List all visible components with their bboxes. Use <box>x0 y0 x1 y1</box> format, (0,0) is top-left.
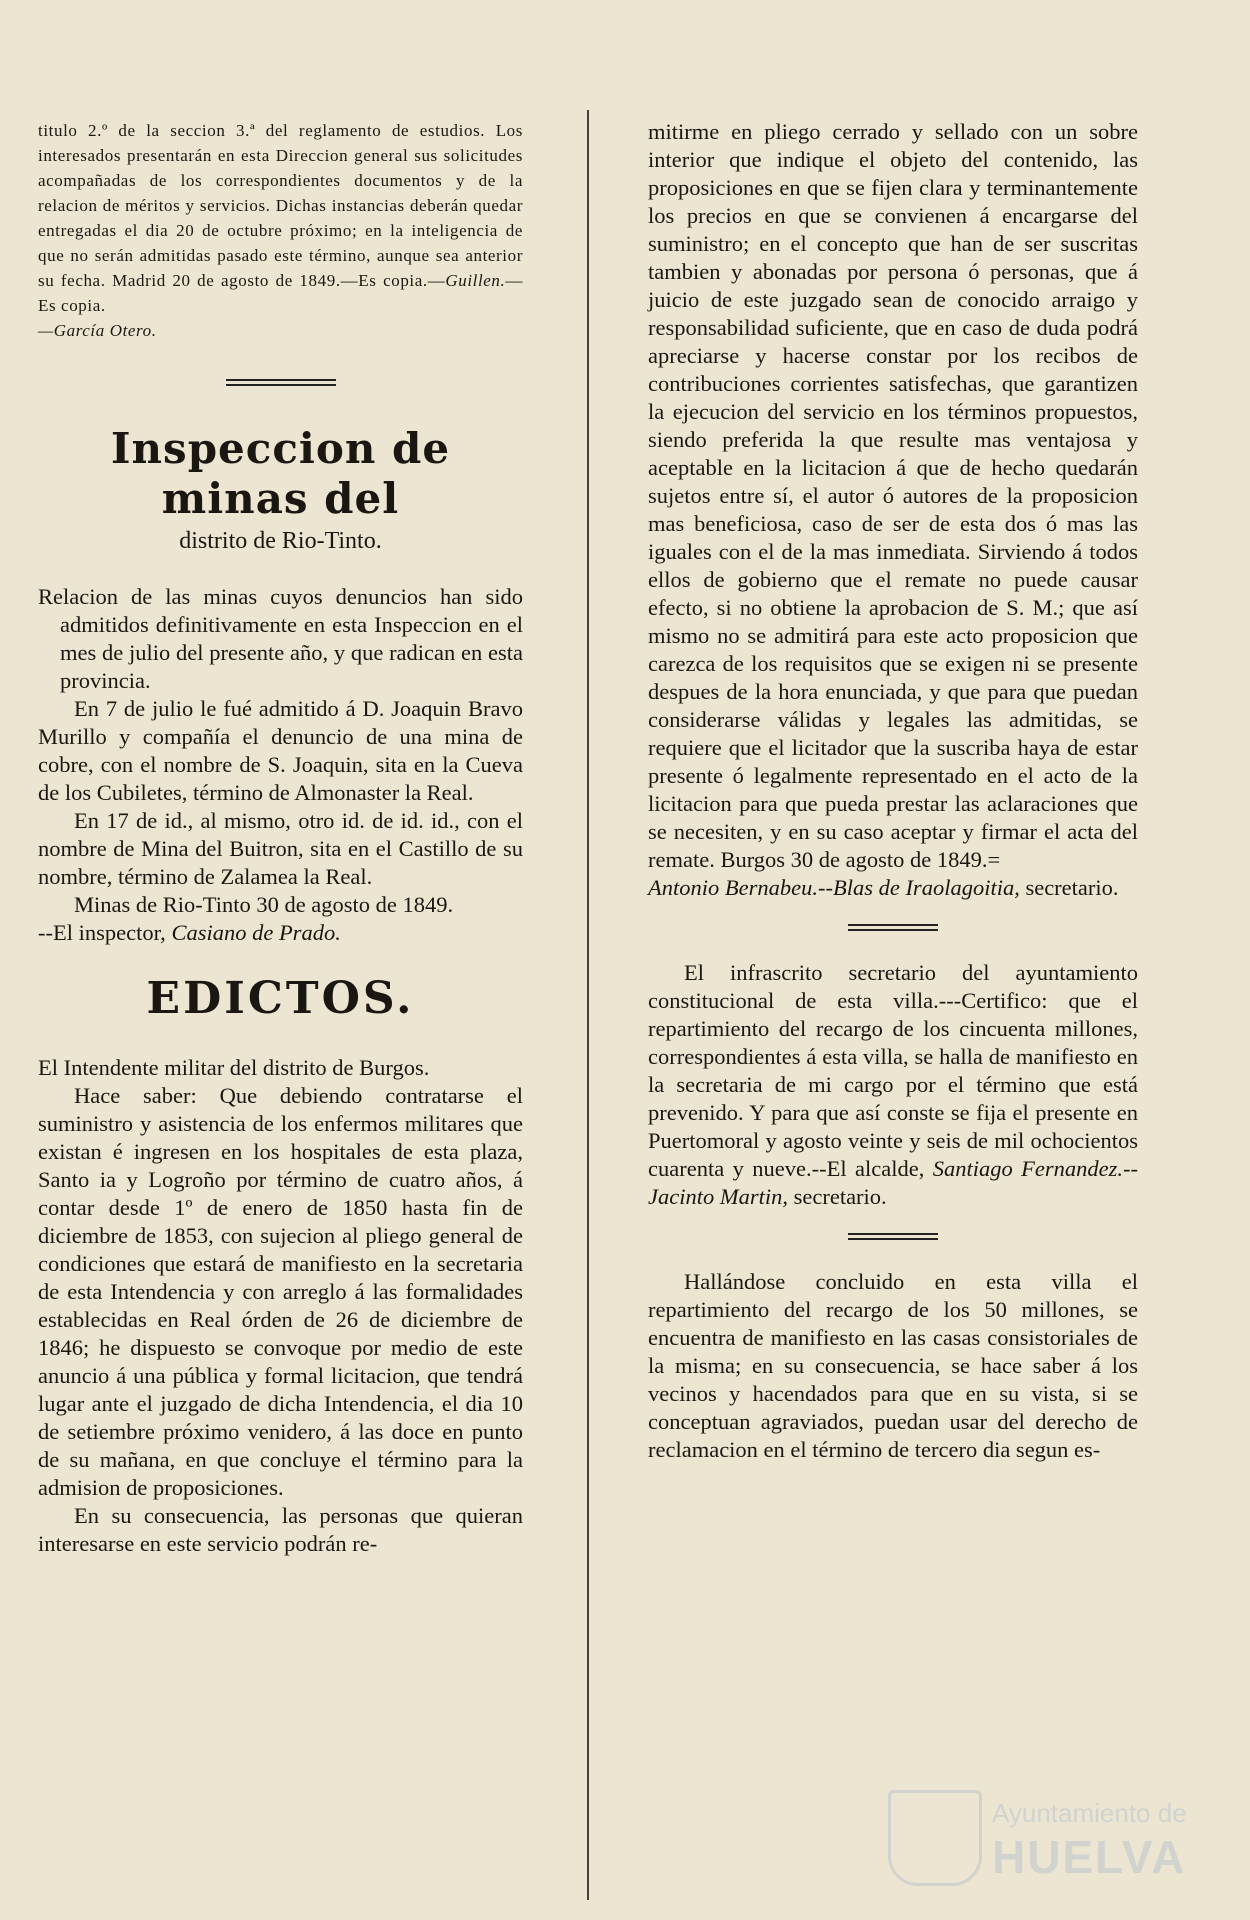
inspector-line <box>38 919 523 947</box>
licitacion-text: mitirme en pliego cerrado y sellado con un sobre interior que indique el objeto del contenido, las proposiciones en que se fijen clara y terminantemente los precios en que se convienen á encargarse del suministro; en el concepto que han de ser suscritas tambien y abonadas por persona ó personas, que á juicio de este juzgado sean de conocido arraigo y responsabilidad suficiente, que en caso de duda podrá apreciarse y hacerse constar por los recibos de contribuciones corrientes satisfechas, que garantizen la ejecucion del servicio en los términos propuestos, siendo preferida la que resulte mas ventajosa y aceptable en la licitacion á que de hecho quedarán sujetos entre sí, el autor ó autores de la proposicion mas beneficiosa, caso de ser de esta dos ó mas las iguales con el de la mas inmediata. Sirviendo á todos ellos de gobierno que el remate no puede causar efecto, si no obtiene la aprobacion de S. M.; que así mismo no se admitirá para este acto proposicion que carezca de los requisitos que se exigen ni se presente despues de la hora enunciada, y que para que puedan considerarse válidas y legales las admitidas, se requiere que el licitador que la suscriba haya de estar presente ó legalmente representado en el acto de la licitacion para que pueda prestar las aclaraciones que se necesiten, y en su caso aceptar y firmar el acta del remate. Burgos 30 de agosto de 1849.= <box>648 119 1138 872</box>
certifico-paragraph <box>648 959 1138 1211</box>
licitacion-signature-tail: secretario. <box>1019 875 1119 900</box>
column-divider <box>587 110 589 1900</box>
spacer <box>38 947 523 973</box>
relacion-paragraph: Relacion de las minas cuyos denuncios han sido admitidos definitivamente en esta Inspeccion en el mes de julio del presente año, y que radican en esta provincia. <box>38 584 523 693</box>
intro-copy: —Es copia. <box>38 271 523 315</box>
intro-signature-1: Guillen. <box>445 271 506 290</box>
mine-paragraph-1: En 7 de julio le fué admitido á D. Joaquin Bravo Murillo y compañía el denuncio de una mina de cobre, con el nombre de S. Joaquin, sita en la Cueva de los Cubiletes, término de Almonaster la Real. <box>38 696 523 805</box>
licitacion-continuation <box>648 118 1138 902</box>
mines-date: Minas de Rio-Tinto 30 de agosto de 1849. <box>74 892 454 917</box>
section-separator <box>226 379 336 386</box>
alcalde-signature: Santiago Fernandez.--Jacinto Martin, <box>648 1156 1139 1209</box>
intro-text: titulo 2.º de la seccion 3.ª del reglamento de estudios. Los interesados presentarán en esta Direccion general sus solicitudes acompañadas de los correspondientes documentos y de la relacion de méritos y servicios. Dichas instancias deberán quedar entregadas el dia 20 de octubre próximo; en la inteligencia de que no serán admitidas pasado este término, aunque sea anterior su fecha. Madrid 20 de agosto de 1849.—Es copia.— <box>38 121 523 290</box>
mine-paragraph-2: En 17 de id., al mismo, otro id. de id. id., con el nombre de Mina del Buitron, sita en el Castillo de su nombre, término de Zalamea la Real. <box>38 808 523 889</box>
right-column <box>648 118 1138 1464</box>
intro-signature-2: —García Otero. <box>38 321 157 340</box>
coat-of-arms-icon <box>888 1790 982 1886</box>
edictos-title: EDICTOS. <box>146 973 415 1024</box>
licitacion-signature: Antonio Bernabeu.--Blas de Iraolagoitia, <box>648 875 1020 900</box>
inspector-label: --El inspector, <box>38 920 172 945</box>
left-column <box>38 118 523 1558</box>
hallandose-paragraph: Hallándose concluido en esta villa el repartimiento del recargo de los 50 millones, se encuentra de manifiesto en las casas consistoriales de la misma; en su consecuencia, se hace saber á los vecinos y hacendados para que en su vista, si se conceptuan agraviados, puedan usar del derecho de reclamacion en el término de tercero dia segun es- <box>648 1269 1138 1462</box>
intro-paragraph <box>38 118 523 343</box>
separator-1 <box>848 924 938 931</box>
archive-watermark <box>888 1790 1188 1883</box>
edicto-body: Hace saber: Que debiendo contratarse el suministro y asistencia de los enfermos militares que existan é ingresen en los hospitales de esta plaza, Santo ia y Logroño por término de cuatro años, á contar desde 1º de enero de 1850 hasta fin de diciembre de 1853, con sujecion al pliego general de condiciones que estará de manifiesto en la secretaria de esta Intendencia y con arreglo á las formalidades establecidas en Real órden de 26 de diciembre de 1846; he dispuesto se convoque por medio de este anuncio á una pública y formal licitacion, que tendrá lugar ante el juzgado de dicha Intendencia, el dia 10 de setiembre próximo venidero, á las doce en punto de su mañana, en que concluye el término para la admision de proposiciones. <box>38 1083 523 1500</box>
alcalde-tail: secretario. <box>787 1184 887 1209</box>
certifico-text: El infrascrito secretario del ayuntamiento constitucional de esta villa.---Certifico: que el repartimiento del recargo de los cincuenta millones, correspondientes á esta villa, se halla de manifiesto en la secretaria de mi cargo por el término que está prevenido. Y para que así conste se fija el presente en Puertomoral y agosto veinte y seis de mil ochocientos cuarenta y nueve.--El alcalde, <box>648 960 1138 1181</box>
section-subtitle: distrito de Rio-Tinto. <box>179 528 382 554</box>
watermark-line-2: HUELVA <box>992 1831 1187 1883</box>
edicto-continuation: En su consecuencia, las personas que quieran interesarse en este servicio podrán re- <box>38 1503 523 1556</box>
inspector-name: Casiano de Prado. <box>171 920 341 945</box>
edicto-heading: El Intendente militar del distrito de Burgos. <box>38 1055 430 1080</box>
watermark-line-1: Ayuntamiento de <box>992 1798 1187 1828</box>
separator-2 <box>848 1233 938 1240</box>
section-title: Inspeccion de minas del <box>110 424 451 523</box>
